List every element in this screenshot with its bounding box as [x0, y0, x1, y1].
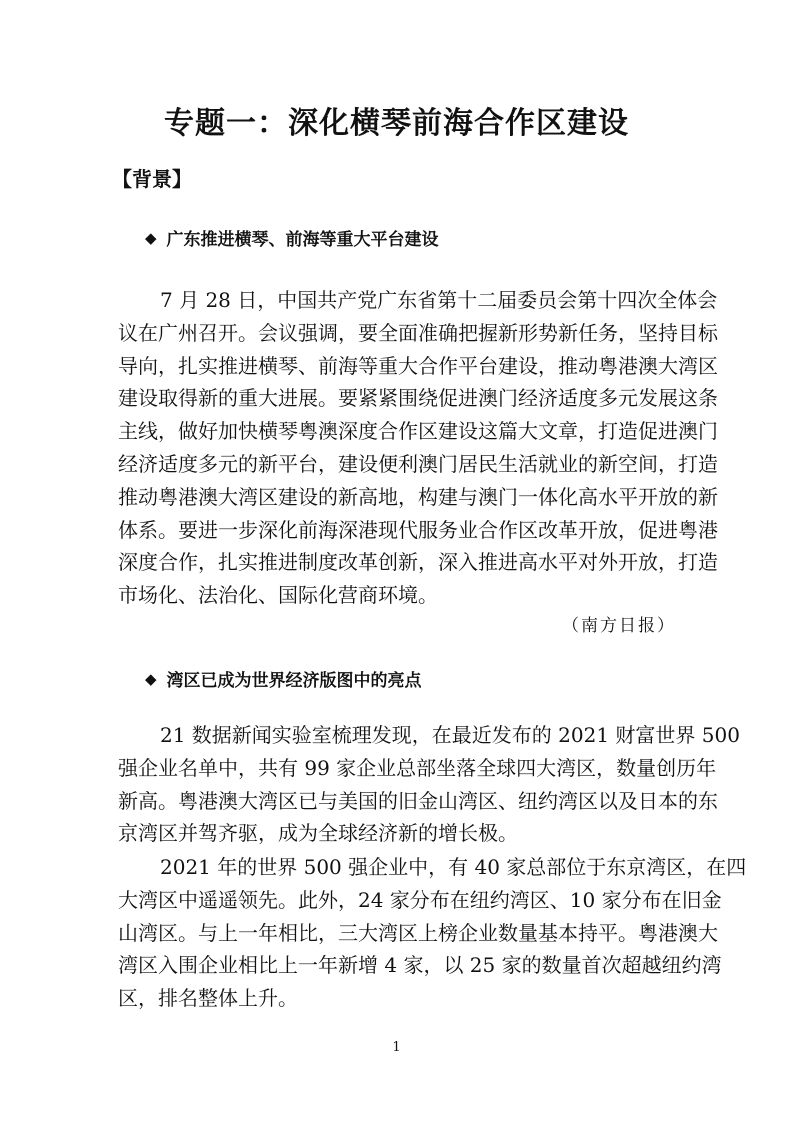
page-number: 1: [392, 1040, 401, 1055]
diamond-bullet-icon: ◆: [145, 228, 157, 247]
bullet-heading: [145, 225, 439, 250]
paragraph-line: 区，排名整体上升。: [118, 986, 298, 1011]
bullet-heading-text: 广东推进横琴、前海等重大平台建设: [166, 230, 439, 250]
paragraph-line: 深度合作，扎实推进制度改革创新，深入推进高水平对外开放，打造: [118, 550, 718, 575]
paragraph-line: 湾区入围企业相比上一年新增 4 家，以 25 家的数量首次超越纽约湾: [118, 953, 722, 978]
source-citation: （南方日报）: [562, 616, 676, 636]
paragraph-3: [118, 851, 747, 1015]
paragraph-line: 经济适度多元的新平台，建设便利澳门居民生活就业的新空间，打造: [118, 451, 718, 476]
paragraph-line: 2021 年的世界 500 强企业中，有 40 家总部位于东京湾区，在四: [160, 855, 747, 879]
paragraph-line: 主线，做好加快横琴粤澳深度合作区建设这篇大文章，打造促进澳门: [118, 419, 718, 444]
paragraph-line: 山湾区。与上一年相比，三大湾区上榜企业数量基本持平。粤港澳大: [118, 920, 718, 945]
paragraph-1: [118, 284, 718, 612]
paragraph-line: 议在广州召开。会议强调，要全面准确把握新形势新任务，坚持目标: [118, 320, 718, 345]
paragraph-line: 市场化、法治化、国际化营商环境。: [118, 583, 438, 608]
page-title: 专题一：深化横琴前海合作区建设: [164, 106, 629, 141]
paragraph-line: 新高。粤港澳大湾区已与美国的旧金山湾区、纽约湾区以及日本的东: [118, 788, 718, 813]
paragraph-line: 21 数据新闻实验室梳理发现，在最近发布的 2021 财富世界 500: [160, 723, 740, 747]
section-heading: 【背景】: [112, 167, 192, 191]
paragraph-line: 推动粤港澳大湾区建设的新高地，构建与澳门一体化高水平开放的新: [118, 484, 718, 509]
paragraph-line: 大湾区中遥遥领先。此外，24 家分布在纽约湾区、10 家分布在旧金: [118, 887, 722, 912]
paragraph-line: 强企业名单中，共有 99 家企业总部坐落全球四大湾区，数量创历年: [118, 755, 717, 780]
paragraph-line: 7 月 28 日，中国共产党广东省第十二届委员会第十四次全体会: [160, 288, 718, 312]
paragraph-line: 导向，扎实推进横琴、前海等重大合作平台建设，推动粤港澳大湾区: [118, 353, 718, 378]
paragraph-line: 建设取得新的重大进展。要紧紧围绕促进澳门经济适度多元发展这条: [118, 386, 718, 411]
bullet-heading-text: 湾区已成为世界经济版图中的亮点: [166, 671, 422, 691]
paragraph-line: 体系。要进一步深化前海深港现代服务业合作区改革开放，促进粤港: [118, 517, 718, 542]
bullet-heading: [145, 666, 422, 691]
paragraph-line: 京湾区并驾齐驱，成为全球经济新的增长极。: [118, 821, 518, 846]
diamond-bullet-icon: ◆: [145, 669, 157, 688]
paragraph-2: [118, 719, 740, 850]
